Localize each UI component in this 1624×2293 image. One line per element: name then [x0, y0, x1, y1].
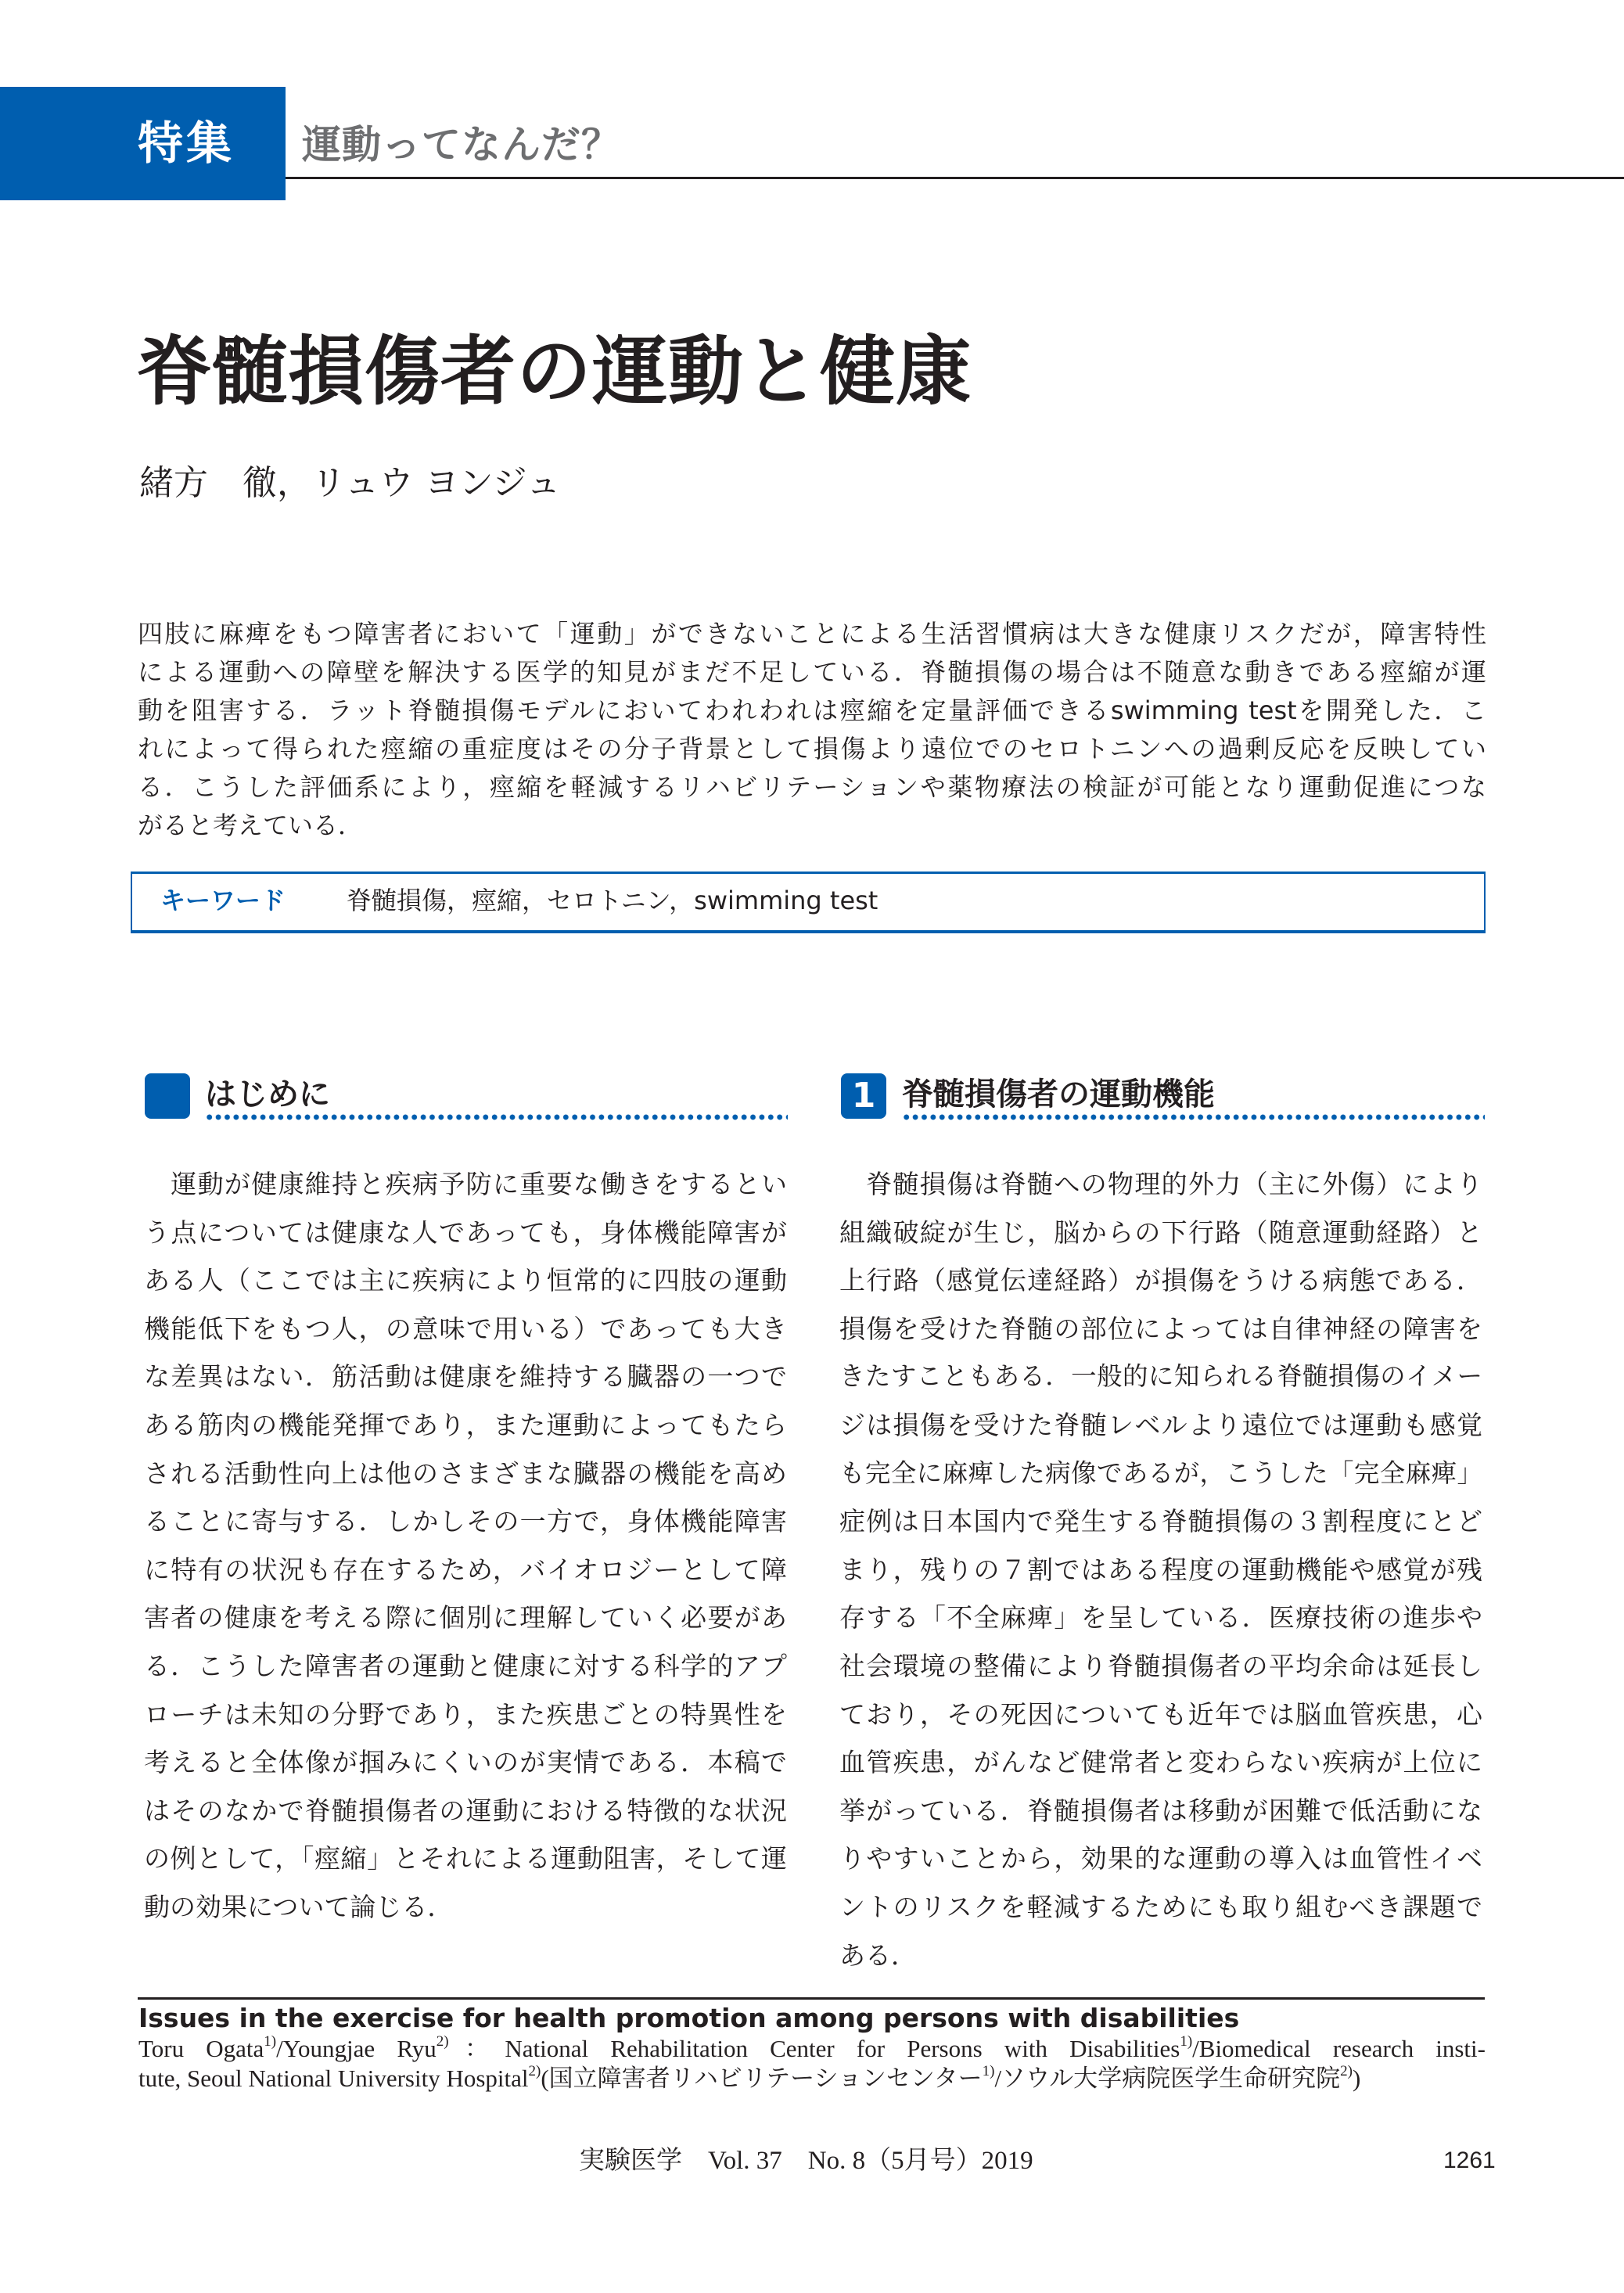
abstract-line: 動を阻害する．ラット脊髄損傷モデルにおいてわれわれは痙縮を定量評価できるswimming testを開発した．こ [138, 695, 1486, 725]
body-line: に特有の状況も存在するため，バイオロジーとして障 [144, 1554, 787, 1585]
body-line: ることに寄与する．しかしその一方で，身体機能障害 [144, 1506, 787, 1537]
body-line: 運動が健康維持と疾病予防に重要な働きをするとい [144, 1169, 787, 1199]
footnote-ref: 2) [436, 2033, 449, 2050]
section-dotted-rule [205, 1114, 788, 1120]
abstract-line: る．こうした評価系により，痙縮を軽減するリハビリテーションや薬物療法の検証が可能となり運動促進につな [138, 772, 1486, 802]
series-title: 運動ってなんだ？ [302, 122, 621, 167]
separator: / [276, 2035, 283, 2062]
header-rule [286, 177, 1624, 179]
affiliation-line-1 [138, 2034, 1486, 2064]
section-dotted-rule [902, 1114, 1485, 1120]
footnote-ref: 1) [264, 2033, 277, 2050]
footnote-ref: 2) [1340, 2063, 1353, 2079]
japanese-affiliation-2: /ソウル大学病院医学生命研究院 [994, 2065, 1341, 2092]
body-line: な差異はない．筋活動は健康を維持する臓器の一つで [144, 1361, 787, 1393]
abstract-line: 四肢に麻痺をもつ障害者において「運動」ができないことによる生活習慣病は大きな健康リスクだが，障害特性 [138, 619, 1486, 649]
section-heading-introduction: はじめに [205, 1076, 330, 1112]
section-marker-icon [145, 1073, 190, 1119]
footer-rule [138, 1997, 1485, 2000]
section-heading-1: 脊髄損傷者の運動機能 [902, 1076, 1215, 1112]
body-line: ある人（ここでは主に疾病により恒常的に四肢の運動 [144, 1265, 787, 1296]
abstract-line: による運動への障壁を解決する医学的知見がまだ不足している．脊髄損傷の場合は不随意な動きである痙縮が運 [138, 657, 1486, 687]
body-line: ローチは未知の分野であり，また疾患ごとの特異性を [144, 1698, 787, 1730]
affiliation-line-2 [138, 2064, 1360, 2094]
institution-1: National Rehabilitation Center for Persons with Disabilities [505, 2035, 1180, 2062]
column-right [839, 1160, 1482, 1979]
body-line: ある筋肉の機能発揮であり，また運動によってもたら [144, 1409, 787, 1440]
body-line: う点については健康な人であっても，身体機能障害が [144, 1217, 787, 1248]
section-number-icon: 1 [841, 1073, 886, 1119]
body-line: 血管疾患，がんなど健常者と変わらない疾病が上位に [839, 1747, 1482, 1778]
body-line: まり，残りの７割ではある程度の運動機能や感覚が残 [839, 1554, 1482, 1585]
body-line: 社会環境の整備により脊髄損傷者の平均余命は延長し [839, 1650, 1482, 1681]
body-line: ントのリスクを軽減するためにも取り組むべき課題で [839, 1891, 1482, 1922]
body-line: りやすいことから，効果的な運動の導入は血管性イベ [839, 1843, 1482, 1874]
institution-2-cont: tute, Seoul National University Hospital [138, 2065, 529, 2092]
body-line: 脊髄損傷は脊髄への物理的外力（主に外傷）により [839, 1169, 1482, 1199]
abstract-line: がると考えている． [138, 810, 364, 840]
body-line: 機能低下をもつ人，の意味で用いる）であっても大き [144, 1313, 787, 1344]
body-line: ジは損傷を受けた脊髄レベルより遠位では運動も感覚 [839, 1409, 1482, 1440]
body-line: 動の効果について論じる． [144, 1891, 454, 1922]
institution-2: /Biomedical research insti- [1192, 2035, 1486, 2062]
author-2: Youngjae Ryu [282, 2035, 437, 2062]
close-paren: ) [1352, 2065, 1361, 2092]
body-line: 考えると全体像が掴みにくいのが実情である．本稿で [144, 1747, 787, 1778]
journal-citation: 実験医学 Vol. 37 No. 8（5月号）2019 [579, 2147, 1033, 2175]
article-authors: 緒方 徹，リュウ ヨンジュ [139, 463, 561, 503]
body-line: 存する「不全麻痺」を呈している．医療技術の進歩や [839, 1602, 1482, 1633]
body-line: 挙がっている．脊髄損傷者は移動が困難で低活動にな [839, 1795, 1482, 1826]
japanese-affiliation: (国立障害者リハビリテーションセンター [541, 2065, 983, 2092]
body-line: も完全に麻痺した病像であるが，こうした「完全麻痺」 [839, 1457, 1482, 1488]
body-line: ており，その死因についても近年では脳血管疾患，心 [839, 1698, 1482, 1730]
body-line: 症例は日本国内で発生する脊髄損傷の３割程度にとど [839, 1506, 1482, 1537]
keywords-label: キーワード [160, 886, 286, 915]
body-line: きたすこともある．一般的に知られる脊髄損傷のイメー [839, 1361, 1482, 1392]
body-line: 上行路（感覚伝達経路）が損傷をうける病態である． [839, 1265, 1482, 1296]
body-line: はそのなかで脊髄損傷者の運動における特徴的な状況 [144, 1795, 787, 1826]
abstract-line: れによって得られた痙縮の重症度はその分子背景として損傷より遠位でのセロトニンへの過剰反応を反映してい [138, 734, 1486, 764]
author-1: Toru Ogata [138, 2035, 264, 2062]
english-title: Issues in the exercise for health promotion among persons with disabilities [138, 2003, 1240, 2033]
body-line: 組織破綻が生じ，脳からの下行路（随意運動経路）と [839, 1217, 1482, 1248]
keywords-text: 脊髄損傷，痙縮，セロトニン，swimming test [347, 886, 878, 915]
body-line: 損傷を受けた脊髄の部位によっては自律神経の障害を [839, 1313, 1482, 1344]
column-left [144, 1160, 787, 1932]
footnote-ref: 1) [982, 2063, 995, 2079]
page-number: 1261 [1443, 2147, 1496, 2173]
footnote-ref: 2) [528, 2063, 541, 2079]
colon: ： [448, 2035, 505, 2062]
body-line: ある． [839, 1939, 917, 1971]
article-title: 脊髄損傷者の運動と健康 [137, 328, 972, 415]
body-line: る．こうした障害者の運動と健康に対する科学的アプ [144, 1650, 787, 1681]
abstract [138, 615, 1486, 845]
body-line: の例として，「痙縮」とそれによる運動阻害，そして運 [144, 1843, 787, 1874]
feature-label: 特集 [137, 117, 235, 170]
body-line: される活動性向上は他のさまざまな臓器の機能を高め [144, 1457, 787, 1489]
footnote-ref: 1) [1180, 2033, 1193, 2050]
body-line: 害者の健康を考える際に個別に理解していく必要があ [144, 1602, 787, 1633]
